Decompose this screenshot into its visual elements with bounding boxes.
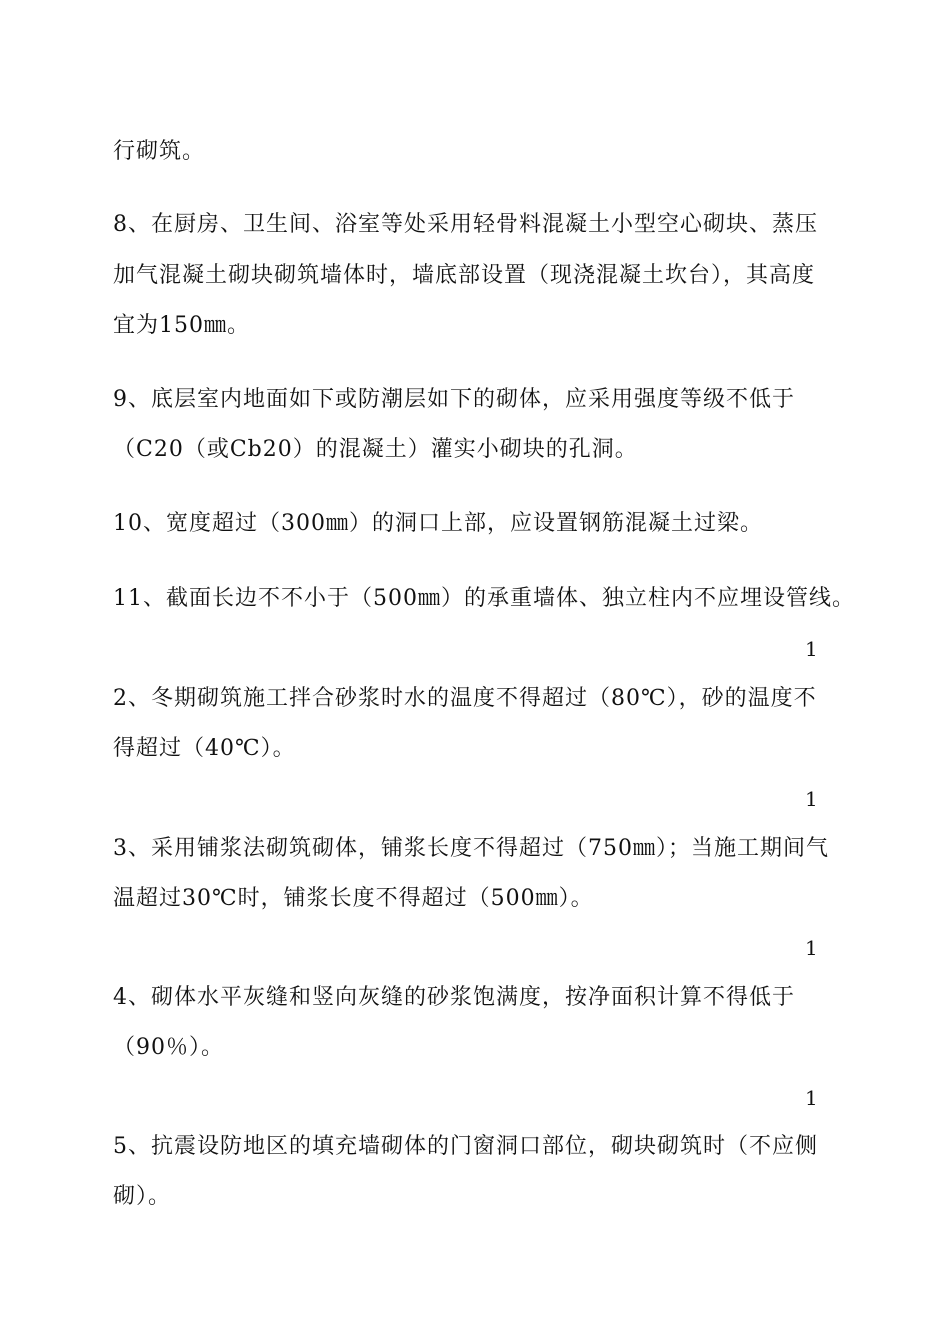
text-line: 砌）。 — [113, 1184, 172, 1209]
text-line: 得超过（40℃）。 — [113, 736, 296, 761]
text-line: 11、截面长边不不小于（500㎜）的承重墙体、独立柱内不应埋设管线。 — [113, 586, 855, 611]
text-line: （90％）。 — [113, 1035, 224, 1060]
text-line: 3、采用铺浆法砌筑砌体，铺浆长度不得超过（750㎜）；当施工期间气 — [113, 836, 829, 861]
text-line: 行砌筑。 — [113, 139, 206, 164]
text-line: 5、抗震设防地区的填充墙砌体的门窗洞口部位，砌块砌筑时（不应侧 — [113, 1134, 818, 1159]
text-line: 温超过30℃时，铺浆长度不得超过（500㎜）。 — [113, 886, 594, 911]
page-fragment-number: 1 — [805, 936, 818, 960]
page-fragment-number: 1 — [805, 637, 818, 661]
text-line: 加气混凝土砌块砌筑墙体时，墙底部设置（现浇混凝土坎台），其高度 — [113, 263, 816, 288]
text-line: 10、宽度超过（300㎜）的洞口上部，应设置钢筋混凝土过梁。 — [113, 511, 763, 536]
text-line: 8、在厨房、卫生间、浴室等处采用轻骨料混凝土小型空心砌块、蒸压 — [113, 212, 818, 237]
text-line: （C20（或Cb20）的混凝土）灌实小砌块的孔洞。 — [113, 437, 638, 462]
page-fragment-number: 1 — [805, 1086, 818, 1110]
text-line: 4、砌体水平灰缝和竖向灰缝的砂浆饱满度，按净面积计算不得低于 — [113, 985, 795, 1010]
text-line: 2、冬期砌筑施工拌合砂浆时水的温度不得超过（80℃），砂的温度不 — [113, 686, 817, 711]
page-fragment-number: 1 — [805, 787, 818, 811]
text-line: 9、底层室内地面如下或防潮层如下的砌体，应采用强度等级不低于 — [113, 387, 795, 412]
text-line: 宜为150㎜。 — [113, 313, 250, 338]
